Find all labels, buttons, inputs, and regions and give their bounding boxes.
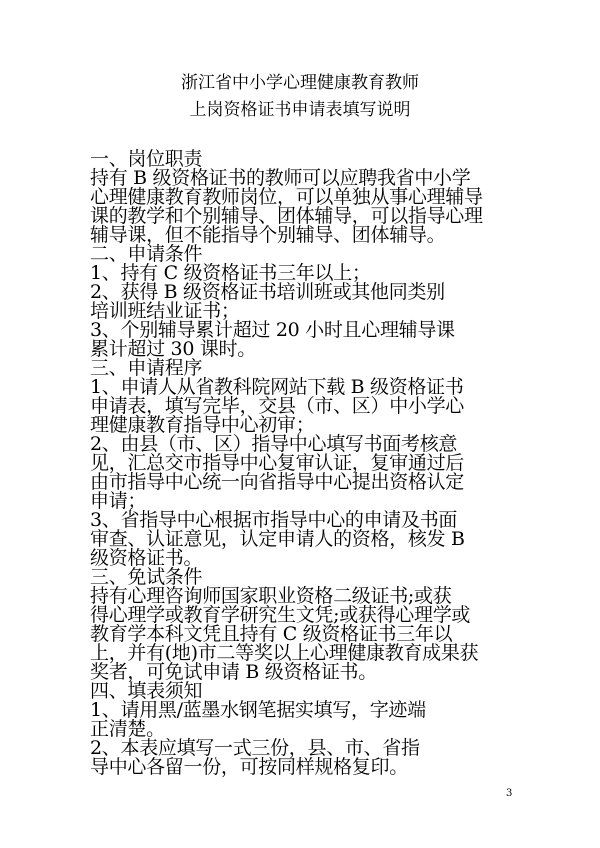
text-line: 辅导课，但不能指导个别辅导、团体辅导。 bbox=[90, 224, 446, 246]
text-line: 正清楚。 bbox=[90, 718, 165, 740]
text-line: 持有 B 级资格证书的教师可以应聘我省中小学 bbox=[90, 167, 471, 189]
document-title-line-2: 上岗资格证书申请表填写说明 bbox=[189, 100, 411, 120]
text-line: 1、请用黑/蓝墨水钢笔据实填写，字迹端 bbox=[90, 699, 426, 721]
text-line: 2、由县（市、区）指导中心填写书面考核意 bbox=[90, 433, 458, 455]
text-line: 理健康教育指导中心初审； bbox=[90, 414, 315, 436]
text-line: 教育学本科文凭且持有 C 级资格证书三年以 bbox=[90, 623, 453, 645]
text-line: 心理健康教育教师岗位，可以单独从事心理辅导 bbox=[90, 186, 483, 208]
text-line: 1、持有 C 级资格证书三年以上； bbox=[90, 262, 371, 284]
text-line: 持有心理咨询师国家职业资格二级证书;或获 bbox=[90, 585, 452, 607]
text-line: 培训班结业证书； bbox=[90, 300, 240, 322]
section-heading-procedure: 三、申请程序 bbox=[90, 357, 203, 379]
text-line: 累计超过 30 课时。 bbox=[90, 338, 256, 360]
text-line: 导中心各留一份，可按同样规格复印。 bbox=[90, 756, 408, 778]
text-line: 得心理学或教育学研究生文凭;或获得心理学或 bbox=[90, 604, 471, 626]
text-line: 审查、认证意见，认定申请人的资格，核发 B bbox=[90, 528, 465, 550]
text-line: 3、个别辅导累计超过 20 小时且心理辅导课 bbox=[90, 319, 455, 341]
text-line: 奖者，可免试申请 B 级资格证书。 bbox=[90, 661, 377, 683]
section-heading-form-notes: 四、填表须知 bbox=[90, 680, 203, 702]
text-line: 见，汇总交市指导中心复审认证，复审通过后 bbox=[90, 452, 465, 474]
text-line: 申请表，填写完毕，交县（市、区）中小学心 bbox=[90, 395, 465, 417]
section-heading-requirements: 二、申请条件 bbox=[90, 243, 203, 265]
text-line: 课的教学和个别辅导、团体辅导，可以指导心理 bbox=[90, 205, 483, 227]
text-line: 级资格证书。 bbox=[90, 547, 203, 569]
document-title-line-1: 浙江省中小学心理健康教育教师 bbox=[181, 73, 419, 93]
section-heading-exemption: 三、免试条件 bbox=[90, 566, 203, 588]
text-line: 2、本表应填写一式三份，县、市、省指 bbox=[90, 737, 420, 759]
page-number: 3 bbox=[506, 788, 513, 799]
text-line: 申请； bbox=[90, 490, 147, 512]
section-heading-duties: 一、岗位职责 bbox=[90, 148, 203, 170]
text-line: 1、申请人从省教科院网站下载 B 级资格证书 bbox=[90, 376, 464, 398]
text-line: 上，并有(地)市二等奖以上心理健康教育成果获 bbox=[90, 642, 479, 664]
text-line: 由市指导中心统一向省指导中心提出资格认定 bbox=[90, 471, 465, 493]
text-line: 2、获得 B 级资格证书培训班或其他同类别 bbox=[90, 281, 445, 303]
text-line: 3、省指导中心根据市指导中心的申请及书面 bbox=[90, 509, 458, 531]
